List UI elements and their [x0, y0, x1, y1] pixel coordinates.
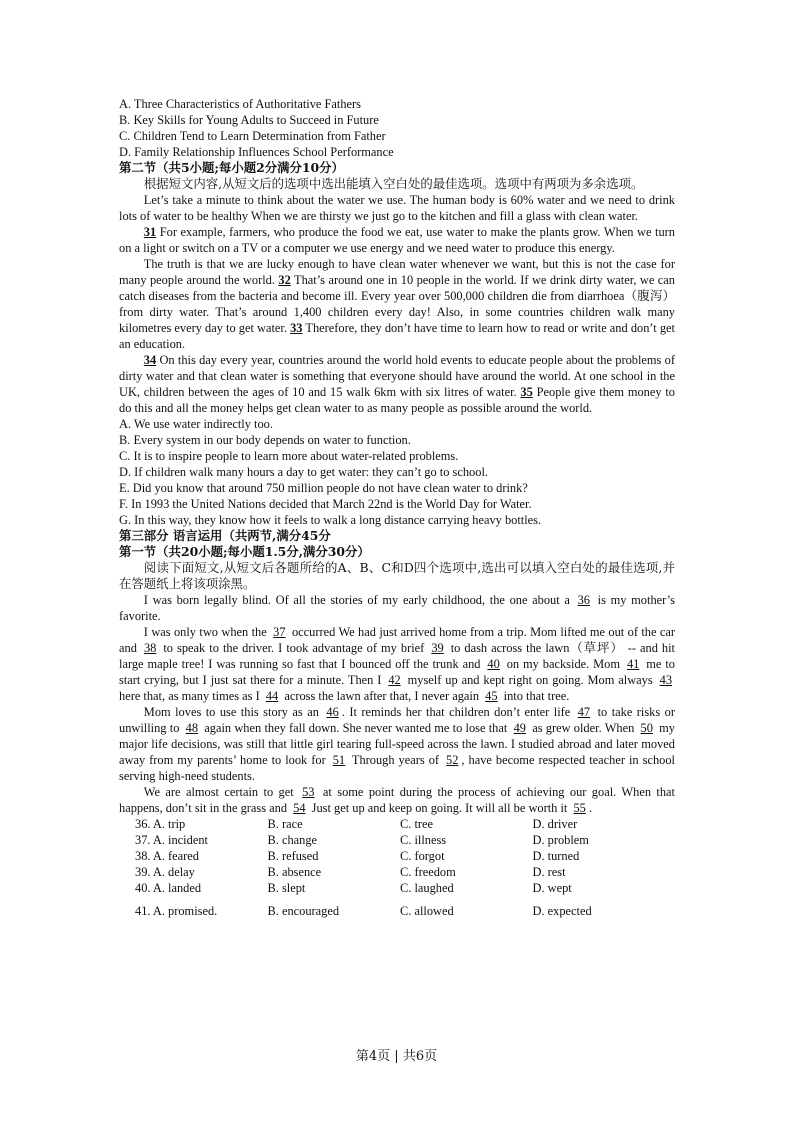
blank-46: 46 — [326, 705, 339, 719]
choice-row-37 — [135, 832, 665, 848]
paragraph-text: I was born legally blind. Of all the stories of my early childhood, the one about a — [143, 593, 575, 607]
choice: D. problem — [532, 833, 589, 847]
option-e: E. Did you know that around 750 million people do not have clean water to drink? — [119, 481, 528, 495]
option-b: B. Every system in our body depends on water to function. — [119, 433, 411, 447]
passage2-paragraph-3 — [119, 704, 675, 784]
choice: C. freedom — [400, 865, 456, 879]
paragraph-text: at some point during the process of achieving our goal. When that happens, don’t sit in the grass and — [119, 785, 676, 815]
option-f: F. In 1993 the United Nations decided that March 22nd is the World Day for Water. — [119, 497, 532, 511]
choices-table — [135, 816, 665, 919]
choice: D. wept — [532, 881, 572, 895]
choice-row-41 — [135, 896, 665, 919]
paragraph-text: I was only two when the — [143, 625, 271, 639]
blank-50: 50 — [640, 721, 653, 735]
passage1-paragraph-3 — [119, 256, 675, 352]
blank-51: 51 — [332, 753, 346, 767]
blank-43: 43 — [659, 673, 673, 687]
paragraph-text: Through years of — [348, 753, 444, 767]
part3-instruction: 阅读下面短文,从短文后各题所给的A、B、C和D四个选项中,选出可以填入空白处的最佳选项,并在答题纸上将该项涂黑。 — [119, 560, 675, 591]
blank-31: 31 — [143, 225, 157, 239]
passage1-paragraph-1: Let’s take a minute to think about the water we use. The human body is 60% water and we need to drink lots of water to be healthy When we are thirsty we just go to the kitchen and fill a glass with clean water. — [119, 193, 675, 223]
choice-row-39 — [135, 864, 665, 880]
blank-32: 32 — [278, 273, 291, 287]
blank-47: 47 — [577, 705, 591, 719]
blank-38: 38 — [143, 641, 157, 655]
choice: 40. A. landed — [135, 881, 202, 895]
choice: D. turned — [532, 849, 580, 863]
heading-option-a: A. Three Characteristics of Authoritative Fathers — [119, 97, 362, 111]
choice: D. rest — [532, 865, 566, 879]
paragraph-text: again when they fall down. She never wanted me to lose that — [201, 721, 511, 735]
blank-35: 35 — [520, 385, 533, 399]
blank-54: 54 — [293, 801, 306, 815]
choice: B. encouraged — [267, 904, 340, 918]
blank-34: 34 — [143, 353, 157, 367]
part3-subtitle: 第一节（共20小题;每小题1.5分,满分30分） — [119, 544, 370, 559]
choice: D. expected — [532, 904, 592, 918]
paragraph-text: to speak to the driver. I took advantage of my brief — [159, 641, 429, 655]
section2-title: 第二节（共5小题;每小题2分满分10分） — [119, 160, 344, 175]
paragraph-text: Just get up and keep on going. It will all be worth it — [308, 801, 571, 815]
passage1-paragraph-4 — [119, 352, 675, 416]
paragraph-text: We are almost certain to get — [143, 785, 300, 799]
paragraph-text: , have become respected teacher in school serving high-need students. — [119, 753, 675, 783]
choice-row-38 — [135, 848, 665, 864]
choice: C. forgot — [400, 849, 445, 863]
paragraph-text: Therefore, they don’t have time to learn how to read or write and don’t get an education. — [119, 321, 675, 351]
choice: B. absence — [267, 865, 322, 879]
choice: 39. A. delay — [135, 865, 195, 879]
blank-49: 49 — [513, 721, 526, 735]
paragraph-text: . — [588, 801, 592, 815]
choice: C. allowed — [400, 904, 454, 918]
blank-33: 33 — [290, 321, 303, 335]
choice: C. laughed — [400, 881, 454, 895]
paragraph-text: . It reminds her that children don’t enter life — [341, 705, 575, 719]
paragraph-text: across the lawn after that, I never again — [281, 689, 483, 703]
blank-44: 44 — [265, 689, 279, 703]
option-d: D. If children walk many hours a day to get water: they can’t go to school. — [119, 465, 488, 479]
paragraph-text: On this day every year, countries around the world hold events to educate people about the problems of dirty water and that clean water is something that everyone should have around the world. At one school in the UK, children between the ages of 10 and 15 walk 6km with six litres of water. — [119, 353, 675, 399]
choice-row-40 — [135, 880, 665, 896]
option-c: C. It is to inspire people to learn more about water-related problems. — [119, 449, 459, 463]
blank-39: 39 — [431, 641, 444, 655]
passage2-paragraph-1 — [119, 592, 675, 624]
paragraph-text: People give them money to do this and all the money helps get clean water to as many people as possible around the world. — [119, 385, 675, 415]
paragraph-text: as grew older. When — [528, 721, 638, 735]
blank-41: 41 — [626, 657, 640, 671]
option-a: A. We use water indirectly too. — [119, 417, 273, 431]
choice: 38. A. feared — [135, 849, 199, 863]
paragraph-text: For example, farmers, who produce the food we eat, use water to make the plants grow. When we turn on a light or switch on a TV or a computer we use energy and we need water to produce this energy. — [119, 225, 675, 255]
paragraph-text: Mom loves to use this story as an — [143, 705, 324, 719]
blank-36: 36 — [577, 593, 590, 607]
paragraph-text: to dash across the lawn（草坪） -- and hit large maple tree! I was running so fast that I bounced off the trunk and — [119, 641, 676, 671]
paragraph-text: my major life decisions, was still that little girl tearing full-speed across the lawn. I studied abroad and later moved away from my parents’ home to look for — [119, 721, 676, 767]
blank-45: 45 — [485, 689, 498, 703]
paragraph-text: That’s around one in 10 people in the world. If we drink dirty water, we can catch diseases from the bacteria and become ill. Every year over 500,000 children die from diarrhoea（腹泻） from dirty water. That’s around 1,400 children every day! Also, in some countries children walk many kilometres every day to get water. — [119, 273, 675, 335]
choice: B. race — [267, 817, 303, 831]
blank-55: 55 — [573, 801, 586, 815]
part3-title: 第三部分 语言运用（共两节,满分45分 — [119, 528, 331, 543]
heading-option-d: D. Family Relationship Influences School Performance — [119, 145, 394, 159]
blank-53: 53 — [302, 785, 315, 799]
passage2-paragraph-2 — [119, 624, 675, 704]
choice: B. change — [267, 833, 318, 847]
paragraph-text: me to start crying, but I just sat there for a minute. Then I — [119, 657, 675, 687]
paragraph-text: occurred We had just arrived home from a trip. Mom lifted me out of the car and — [119, 625, 675, 655]
choice: B. refused — [267, 849, 319, 863]
page-footer: 第4页 | 共6页 — [355, 1049, 438, 1064]
paragraph-text: is my mother’s favorite. — [119, 593, 675, 623]
paragraph-text: here that, as many times as I — [119, 689, 263, 703]
choice: B. slept — [267, 881, 306, 895]
page-content — [119, 96, 675, 919]
blank-52: 52 — [446, 753, 459, 767]
option-g: G. In this way, they know how it feels to walk a long distance carrying heavy bottles. — [119, 513, 542, 527]
passage1-paragraph-2 — [119, 224, 675, 256]
heading-option-b: B. Key Skills for Young Adults to Succeed in Future — [119, 113, 379, 127]
paragraph-text: The truth is that we are lucky enough to have clean water whenever we want, but this is not the case for many people around the world. — [119, 257, 675, 287]
choice: 37. A. incident — [135, 833, 208, 847]
choice: 41. A. promised. — [135, 904, 218, 918]
passage2-paragraph-4 — [119, 784, 675, 816]
paragraph-text: on my backside. Mom — [502, 657, 624, 671]
choice: C. illness — [400, 833, 447, 847]
paragraph-text: to take risks or unwilling to — [119, 705, 675, 735]
blank-37: 37 — [273, 625, 286, 639]
heading-option-c: C. Children Tend to Learn Determination from Father — [119, 129, 386, 143]
section2-instruction: 根据短文内容,从短文后的选项中选出能填入空白处的最佳选项。选项中有两项为多余选项。 — [143, 176, 644, 191]
blank-42: 42 — [388, 673, 401, 687]
blank-40: 40 — [487, 657, 500, 671]
blank-48: 48 — [185, 721, 199, 735]
choice-row-36 — [135, 816, 665, 832]
paragraph-text: myself up and kept right on going. Mom always — [403, 673, 657, 687]
choice: 36. A. trip — [135, 817, 186, 831]
paragraph-text: into that tree. — [500, 689, 570, 703]
choice: D. driver — [532, 817, 578, 831]
choice: C. tree — [400, 817, 434, 831]
